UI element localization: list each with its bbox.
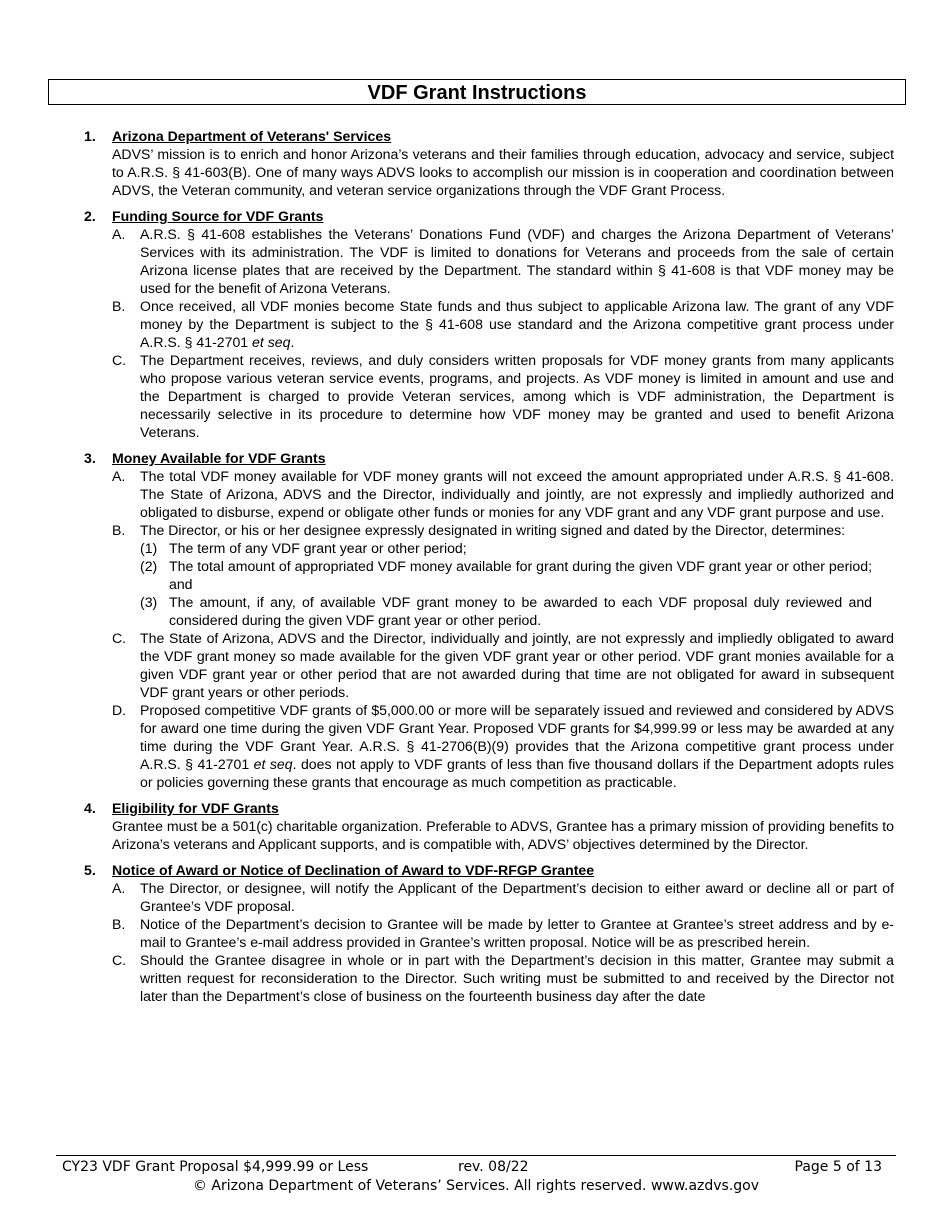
sub-item-text: The amount, if any, of available VDF grant money to be awarded to each VDF proposal duly reviewed and considered during the given VDF grant year or other period.: [169, 594, 872, 628]
item-letter: D.: [112, 702, 127, 718]
item-text-body: Once received, all VDF monies become State funds and thus subject to applicable Arizona law. The grant of any VDF money by the Department is subject to the § 41-608 use standard and the Arizona competitive grant process under A.R.S. § 41-2701: [140, 298, 894, 350]
sub-list-item: [140, 539, 894, 557]
item-letter: A.: [112, 468, 126, 484]
sub-item-text: The term of any VDF grant year or other period;: [169, 540, 467, 556]
item-text: Should the Grantee disagree in whole or in part with the Department’s decision in this matter, Grantee may submit a written request for reconsideration to the Director. Such writing must be submitted to and received by the Director not later than the Department’s close of business on the fourteenth business day after the date: [140, 952, 894, 1004]
item-letter: C.: [112, 952, 127, 968]
item-text: The Director, or his or her designee expressly designated in writing signed and dated by the Director, determines:: [140, 522, 846, 538]
section-paragraph: ADVS’ mission is to enrich and honor Arizona’s veterans and their families through education, advocacy and service, subject to A.R.S. § 41-603(B). One of many ways ADVS looks to accomplish our mission is in cooperation and coordination between ADVS, the Veteran community, and veteran service organizations through the VDF Grant Process.: [112, 146, 894, 198]
section-paragraph: Grantee must be a 501(c) charitable organization. Preferable to ADVS, Grantee has a primary mission of providing benefits to Arizona’s veterans and Applicant supports, and is compatible with, ADVS’ objectives determined by the Director.: [112, 818, 894, 852]
item-letter: B.: [112, 522, 126, 538]
document-body: [84, 127, 894, 1013]
item-letter: C.: [112, 630, 127, 646]
sub-item-number: (1): [140, 540, 158, 556]
item-text-tail: . does not apply to VDF grants of less than five thousand dollars if the Department adopts rules or policies governing these grants that encourage as much competition as practicable.: [140, 756, 894, 790]
sub-list-item: [140, 557, 894, 593]
item-text: [140, 297, 894, 351]
item-letter: B.: [112, 916, 126, 932]
italic-citation: et seq: [252, 334, 291, 350]
section-number: 5.: [84, 862, 96, 878]
footer-page-number: Page 5 of 13: [794, 1159, 882, 1175]
item-text: The total VDF money available for VDF money grants will not exceed the amount appropriated under A.R.S. § 41-608. The State of Arizona, ADVS and the Director, individually and jointly, are not expressly and impliedly authorized and obligated to disburse, expend or obligate other funds or monies for any VDF grant and any VDF grant purpose and use.: [140, 468, 894, 520]
section-5: [84, 861, 894, 1005]
section-title: Arizona Department of Veterans' Services: [112, 128, 392, 144]
item-text: The Director, or designee, will notify the Applicant of the Department’s decision to either award or decline all or part of Grantee’s VDF proposal.: [140, 880, 894, 914]
item-letter: B.: [112, 298, 126, 314]
page-title: VDF Grant Instructions: [48, 79, 906, 105]
section-number: 4.: [84, 800, 96, 816]
page-footer: [56, 1156, 896, 1196]
list-item: [112, 225, 894, 297]
section-number: 1.: [84, 128, 96, 144]
list-item: [112, 297, 894, 351]
section-title: Notice of Award or Notice of Declination of Award to VDF-RFGP Grantee: [112, 862, 595, 878]
list-item: [112, 351, 894, 441]
list-item: [112, 467, 894, 521]
list-item: [112, 879, 894, 915]
sub-item-number: (2): [140, 558, 158, 574]
item-text-container: [140, 521, 894, 629]
section-4: [84, 799, 894, 853]
footer-document-name: CY23 VDF Grant Proposal $4,999.99 or Less: [62, 1159, 369, 1175]
item-letter: A.: [112, 226, 126, 242]
item-text: A.R.S. § 41-608 establishes the Veterans’ Donations Fund (VDF) and charges the Arizona Department of Veterans’ Services with its administration. The VDF is limited to donations for Veterans and proceeds from the sale of certain Arizona license plates that are received by the Department. The standard within § 41-608 is that VDF money may be used for the benefit of Arizona Veterans.: [140, 226, 894, 296]
footer-revision: rev. 08/22: [458, 1159, 529, 1175]
list-item: [112, 701, 894, 791]
item-text-tail: .: [290, 334, 295, 350]
section-1: [84, 127, 894, 199]
sub-item-number: (3): [140, 594, 158, 610]
list-item: [112, 629, 894, 701]
list-item: [112, 951, 894, 1005]
item-text-body: Proposed competitive VDF grants of $5,000.00 or more will be separately issued and reviewed and considered by ADVS for award one time during the given VDF Grant Year. Proposed VDF grants for $4,999.99 or less may be awarded at any time during the VDF Grant Year. A.R.S. § 41-2706(B)(9) provides that the Arizona competitive grant process under A.R.S. § 41-2701: [140, 702, 894, 772]
item-letter: A.: [112, 880, 126, 896]
section-2: [84, 207, 894, 441]
item-text: The State of Arizona, ADVS and the Director, individually and jointly, are not expressly and impliedly obligated to award the VDF grant money so made available for the given VDF grant year or other period. VDF grant monies available for a given VDF grant year or other period that are not awarded during that time are not obligated for award in subsequent VDF grant years or other periods.: [140, 630, 894, 700]
section-3: [84, 449, 894, 791]
list-item: [112, 521, 894, 629]
section-title: Funding Source for VDF Grants: [112, 208, 324, 224]
section-title: Money Available for VDF Grants: [112, 450, 326, 466]
sub-item-text: The total amount of appropriated VDF money available for grant during the given VDF grant year or other period; and: [169, 558, 872, 592]
italic-citation: et seq: [253, 756, 293, 772]
item-letter: C.: [112, 352, 127, 368]
section-number: 2.: [84, 208, 96, 224]
section-number: 3.: [84, 450, 96, 466]
item-text: [140, 701, 894, 791]
section-title: Eligibility for VDF Grants: [112, 800, 279, 816]
footer-copyright: © Arizona Department of Veterans’ Services. All rights reserved. www.azdvs.gov: [192, 1178, 760, 1194]
item-text: Notice of the Department’s decision to Grantee will be made by letter to Grantee at Grantee’s street address and by e-mail to Grantee’s e-mail address provided in Grantee’s written proposal. Notice will be as prescribed herein.: [140, 916, 894, 950]
list-item: [112, 915, 894, 951]
sub-list-item: [140, 593, 894, 629]
item-text: The Department receives, reviews, and duly considers written proposals for VDF money grants from many applicants who propose various veteran service events, programs, and projects. As VDF money is limited in amount and use and the Department is charged to provide Veteran services, among which is VDF administration, the Department is necessarily selective in its procedure to determine how VDF money may be granted and used to benefit Arizona Veterans.: [140, 352, 894, 440]
